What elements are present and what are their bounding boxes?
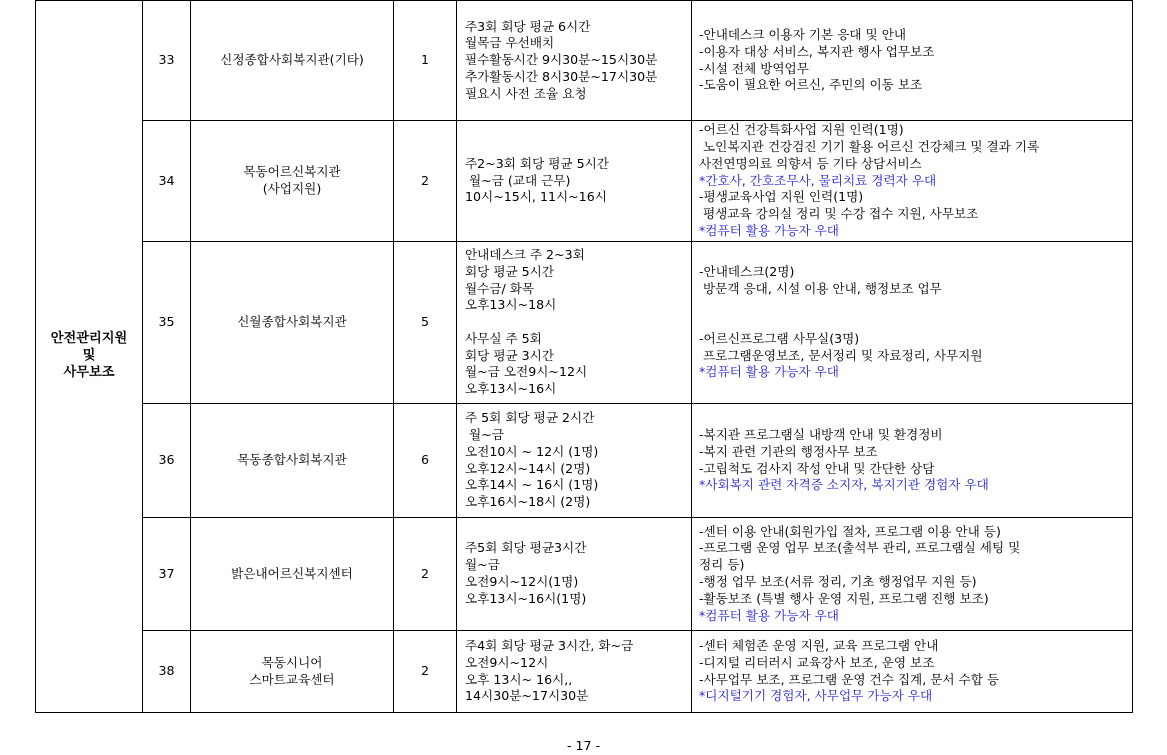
schedule-line: 10시~15시, 11시~16시 [465, 189, 607, 205]
organization-cell [191, 121, 394, 242]
headcount: 2 [420, 565, 429, 581]
schedule-cell [457, 242, 692, 404]
duty-line: -평생교육사업 지원 인력(1명) [699, 189, 864, 205]
duty-line: -행정 업무 보조(서류 정리, 기초 행정업무 지원 등) [699, 574, 977, 589]
table-row [36, 404, 1133, 518]
schedule-line: 추가활동시간 8시30분~17시30분 [465, 68, 658, 84]
schedule-line [465, 314, 691, 331]
duty-line: -고립척도 검사지 작성 안내 및 간단한 상담 [699, 460, 935, 476]
preference-note: *컴퓨터 활용 가능자 우대 [699, 364, 839, 380]
schedule-line: 오후13시~16시 [465, 381, 557, 397]
preference-note: *컴퓨터 활용 가능자 우대 [699, 222, 839, 238]
duty-line: -안내데스크(2명) [699, 263, 795, 279]
organization-cell [191, 242, 394, 404]
schedule-line: 필수활동시간 9시30분~15시30분 [465, 52, 658, 68]
schedule-line: 월수금/ 화목 [465, 280, 535, 296]
duty-line: -활동보조 (특별 행사 운영 지원, 프로그램 진행 보조) [699, 590, 989, 606]
duty-line: 방문객 응대, 시설 이용 안내, 행정보조 업무 [699, 280, 942, 296]
duty-line: 노인복지관 건강검진 기기 활용 어르신 건강체크 및 결과 기록 [699, 139, 1040, 154]
organization-name: 목동종합사회복지관 [237, 452, 347, 468]
duties-cell [692, 242, 1133, 404]
organization-name: 밝은내어르신복지센터 [231, 565, 353, 581]
organization-name: 신정종합사회복지관(기타) [220, 52, 364, 68]
duty-line: 평생교육 강의실 정리 및 수강 접수 지원, 사무보조 [699, 206, 979, 222]
row-number: 35 [158, 314, 175, 330]
table-row [36, 518, 1133, 631]
headcount-cell [394, 121, 457, 242]
duty-line: -시설 전체 방역업무 [699, 60, 809, 76]
row-number: 37 [158, 565, 175, 581]
schedule-line: 오후16시~18시 (2명) [465, 494, 591, 510]
row-number-cell [143, 121, 191, 242]
duty-line: -센터 체험존 운영 지원, 교육 프로그램 안내 [699, 637, 939, 653]
schedule-line: 주2~3회 회당 평균 5시간 [465, 155, 609, 171]
schedule-line: 월~금 [465, 426, 504, 442]
schedule-cell [457, 404, 692, 518]
preference-note: *컴퓨터 활용 가능자 우대 [699, 607, 839, 623]
schedule-line: 월목금 우선배치 [465, 35, 555, 51]
schedule-line: 오후14시 ~ 16시 (1명) [465, 477, 599, 493]
duty-line: -안내데스크 이용자 기본 응대 및 안내 [699, 26, 907, 42]
schedule-line: 주 5회 회당 평균 2시간 [465, 410, 595, 426]
organization-name: 신월종합사회복지관 [237, 314, 347, 330]
headcount-cell [394, 242, 457, 404]
organization-cell [191, 1, 394, 121]
schedule-line: 회당 평균 5시간 [465, 263, 555, 279]
table-row [36, 1, 1133, 121]
duty-line: -프로그램 운영 업무 보조(출석부 관리, 프로그램실 세팅 및 [699, 540, 1021, 556]
duties-cell [692, 404, 1133, 518]
schedule-line: 14시30분~17시30분 [465, 688, 589, 704]
row-number-cell [143, 242, 191, 404]
schedule-line: 필요시 사전 조율 요청 [465, 85, 587, 101]
organization-cell [191, 518, 394, 631]
schedule-line: 회당 평균 3시간 [465, 347, 555, 363]
table-row [36, 242, 1133, 404]
schedule-line: 주5회 회당 평균3시간 [465, 540, 587, 556]
schedule-cell [457, 1, 692, 121]
headcount: 6 [420, 452, 429, 468]
duty-line: 프로그램운영보조, 문서정리 및 자료정리, 사무지원 [699, 347, 983, 363]
schedule-line: 오전9시~12시(1명) [465, 574, 579, 589]
row-number: 38 [158, 663, 175, 679]
headcount-cell [394, 518, 457, 631]
duty-line: -복지관 프로그램실 내방객 안내 및 환경정비 [699, 426, 943, 442]
headcount-cell [394, 1, 457, 121]
organization-name: 목동어르신복지관 (사업지원) [243, 164, 341, 196]
organization-name: 목동시니어 스마트교육센터 [249, 654, 335, 687]
row-number: 33 [158, 52, 175, 68]
duties-cell [692, 1, 1133, 121]
schedule-line: 오후13시~16시(1명) [465, 590, 587, 606]
duty-line: 정리 등) [699, 557, 745, 573]
row-number: 34 [158, 172, 175, 188]
duties-cell [692, 518, 1133, 631]
table-body [36, 1, 1133, 713]
schedule-line: 오전10시 ~ 12시 (1명) [465, 443, 599, 459]
schedule-line: 오후13시~18시 [465, 297, 557, 313]
duty-line [699, 297, 1132, 314]
schedule-line: 오전9시~12시 [465, 654, 549, 670]
headcount: 1 [420, 52, 429, 68]
duty-line: -디지털 리터러시 교육강사 보조, 운영 보조 [699, 654, 935, 670]
schedule-line: 안내데스크 주 2~3회 [465, 246, 585, 262]
duty-line [699, 314, 1132, 331]
duty-line: -센터 이용 안내(회원가입 절차, 프로그램 이용 안내 등) [699, 523, 1001, 539]
table-row [36, 121, 1133, 242]
row-number-cell [143, 404, 191, 518]
schedule-line: 주4회 회당 평균 3시간, 화~금 [465, 637, 634, 653]
schedule-line: 주3회 회당 평균 6시간 [465, 18, 591, 34]
schedule-cell [457, 121, 692, 242]
schedule-line: 월~금 (교대 근무) [465, 172, 571, 188]
duty-line: -사무업무 보조, 프로그램 운영 건수 집계, 문서 수합 등 [699, 671, 1000, 687]
schedule-line: 사무실 주 5회 [465, 330, 542, 346]
category-label: 안전관리지원 및 사무보조 [50, 331, 128, 380]
schedule-line: 월~금 오전9시~12시 [465, 364, 588, 380]
duties-cell [692, 121, 1133, 242]
schedule-line: 오후 13시~ 16시,, [465, 671, 573, 687]
duty-line: 사전연명의료 의향서 등 기타 상담서비스 [699, 155, 922, 171]
duty-line: -어르신프로그램 사무실(3명) [699, 330, 860, 346]
row-number-cell [143, 631, 191, 713]
headcount: 2 [420, 172, 429, 188]
schedule-cell [457, 518, 692, 631]
headcount-cell [394, 404, 457, 518]
page-number: - 17 - [566, 738, 601, 753]
row-number-cell [143, 1, 191, 121]
headcount: 5 [420, 314, 429, 330]
row-number-cell [143, 518, 191, 631]
table-row [36, 631, 1133, 713]
row-number: 36 [158, 452, 175, 468]
duties-cell [692, 631, 1133, 713]
preference-note: *사회복지 관련 자격증 소지자, 복지기관 경험자 우대 [699, 477, 989, 493]
duty-line: -어르신 건강특화사업 지원 인력(1명) [699, 122, 904, 138]
organization-cell [191, 631, 394, 713]
duty-line: -이용자 대상 서비스, 복지관 행사 업무보조 [699, 43, 935, 59]
preference-note: *간호사, 간호조무사, 물리치료 경력자 우대 [699, 172, 937, 188]
schedule-cell [457, 631, 692, 713]
duty-line: -복지 관련 기관의 행정사무 보조 [699, 443, 878, 459]
headcount: 2 [420, 663, 429, 679]
duty-line [699, 381, 1132, 398]
organization-cell [191, 404, 394, 518]
category-cell [36, 1, 143, 713]
duty-line [699, 247, 1132, 264]
schedule-line: 오후12시~14시 (2명) [465, 460, 591, 476]
job-listing-table [35, 0, 1133, 713]
preference-note: *디지털기기 경험자, 사무업무 가능자 우대 [699, 688, 933, 704]
duty-line: -도움이 필요한 어르신, 주민의 이동 보조 [699, 77, 923, 93]
headcount-cell [394, 631, 457, 713]
schedule-line: 월~금 [465, 557, 500, 573]
